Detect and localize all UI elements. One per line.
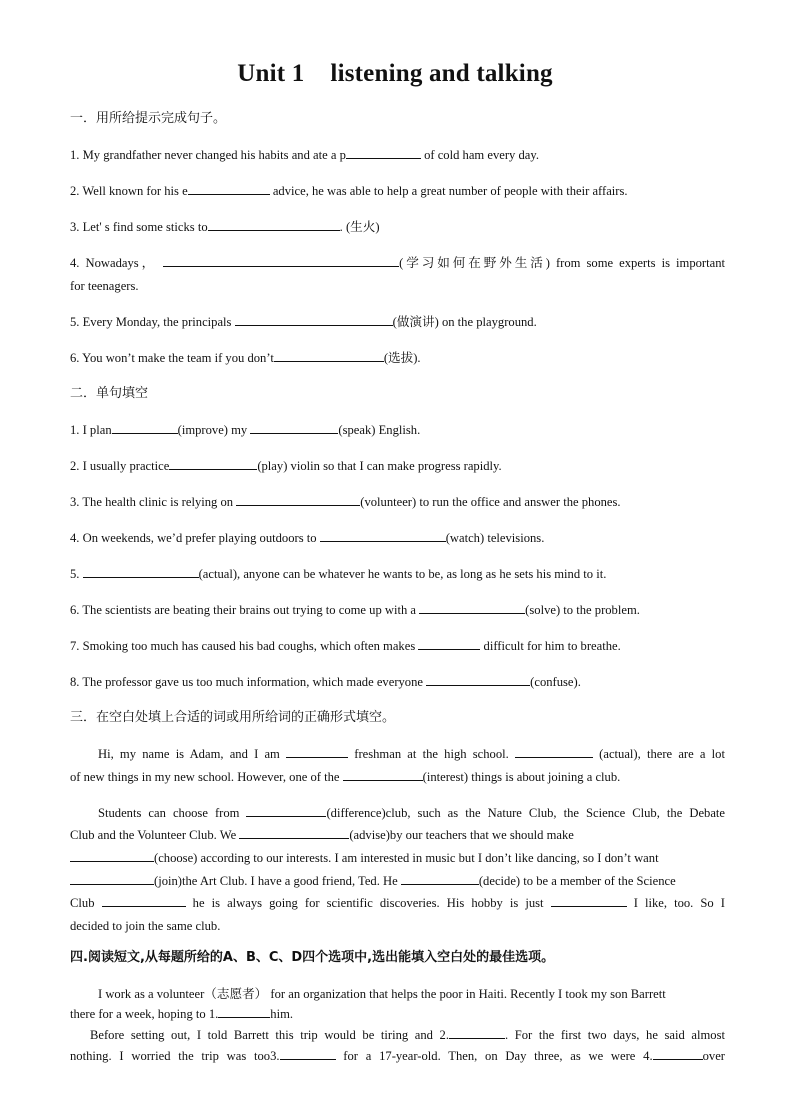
sentence-1-3: 3. Let' s find some sticks to . (生火): [70, 220, 380, 234]
blank[interactable]: [236, 493, 360, 506]
reading-line: there for a week, hoping to 1. him.: [70, 1007, 294, 1021]
passage-line: of new things in my new school. However, one of the (interest) things is about joining a club.: [70, 770, 621, 784]
question-2-3: 3. The health clinic is relying on (volunteer) to run the office and answer the phones.: [70, 495, 621, 509]
blank[interactable]: [235, 313, 393, 326]
blank[interactable]: [653, 1047, 703, 1060]
passage-line: decided to join the same club.: [70, 919, 221, 933]
section-2-heading: 二．单句填空: [70, 386, 149, 401]
blank[interactable]: [343, 768, 423, 781]
blank[interactable]: [346, 146, 421, 159]
question-2-5: 5. (actual), anyone can be whatever he wants to be, as long as he sets his mind to it.: [70, 567, 607, 581]
blank[interactable]: [286, 745, 348, 758]
question-2-6: 6. The scientists are beating their brains out trying to come up with a (solve) to the problem.: [70, 603, 640, 617]
title-topic: listening and talking: [330, 60, 553, 87]
sentence-1-1: 1. My grandfather never changed his habits and ate a p of cold ham every day.: [70, 148, 540, 162]
blank[interactable]: [515, 745, 593, 758]
blank[interactable]: [426, 673, 530, 686]
reading-line: nothing. I worried the trip was too3. for a 17-year-old. Then, on Day three, as we were 4. over: [70, 1049, 725, 1063]
blank[interactable]: [239, 826, 349, 839]
blank[interactable]: [551, 894, 627, 907]
sentence-1-4-cont: for teenagers.: [70, 279, 139, 293]
title-unit: Unit 1: [237, 60, 305, 87]
blank[interactable]: [280, 1047, 336, 1060]
blank[interactable]: [70, 849, 154, 862]
passage-line: (choose) according to our interests. I am interested in music but I don’t like dancing, so I don’t want: [70, 849, 725, 867]
passage-line: Club he is always going for scientific discoveries. His hobby is just I like, too. So I: [70, 896, 725, 910]
blank[interactable]: [188, 182, 270, 195]
section-3-heading: 三．在空白处填上合适的词或用所给词的正确形式填空。: [70, 710, 396, 725]
blank[interactable]: [449, 1026, 505, 1039]
sentence-1-4: 4. Nowadays， (学习如何在野外生活) from some experts is important: [70, 256, 725, 270]
blank[interactable]: [83, 565, 199, 578]
sentence-1-5: 5. Every Monday, the principals (做演讲) on the playground.: [70, 315, 537, 329]
blank[interactable]: [163, 254, 399, 267]
passage-line: (join)the Art Club. I have a good friend, Ted. He (decide) to be a member of the Science: [70, 872, 725, 890]
sentence-1-6: 6. You won’t make the team if you don’t (选拔).: [70, 351, 421, 365]
question-2-7: 7. Smoking too much has caused his bad coughs, which often makes difficult for him to breathe.: [70, 639, 621, 653]
passage-line: Club and the Volunteer Club. We (advise)by our teachers that we should make: [70, 828, 574, 842]
question-2-4: 4. On weekends, we’d prefer playing outdoors to (watch) televisions.: [70, 531, 545, 545]
blank[interactable]: [419, 601, 525, 614]
blank[interactable]: [418, 637, 480, 650]
section-4-heading: 四.阅读短文,从每题所给的A、B、C、D四个选项中,选出能填入空白处的最佳选项。: [70, 950, 555, 965]
blank[interactable]: [70, 872, 154, 885]
question-2-1: 1. I plan (improve) my (speak) English.: [70, 423, 421, 437]
blank[interactable]: [169, 457, 257, 470]
section-1-heading: 一．用所给提示完成句子。: [70, 111, 227, 126]
blank[interactable]: [246, 804, 326, 817]
reading-line: Before setting out, I told Barrett this trip would be tiring and 2. . For the first two days, he said almost: [90, 1028, 725, 1042]
blank[interactable]: [320, 529, 446, 542]
page-title: [0, 60, 790, 88]
reading-line: I work as a volunteer（志愿者） for an organization that helps the poor in Haiti. Recently I took my son Barrett: [98, 987, 666, 1001]
passage-line: Hi, my name is Adam, and I am freshman at the high school. (actual), there are a lot: [98, 747, 725, 761]
sentence-1-2: 2. Well known for his e advice, he was able to help a great number of people with their affairs.: [70, 184, 628, 198]
blank[interactable]: [218, 1005, 270, 1018]
blank[interactable]: [208, 218, 340, 231]
passage-line: Students can choose from (difference)club, such as the Nature Club, the Science Club, the Debate: [98, 806, 726, 820]
blank[interactable]: [401, 872, 479, 885]
blank[interactable]: [112, 421, 178, 434]
question-2-8: 8. The professor gave us too much information, which made everyone (confuse).: [70, 675, 581, 689]
blank[interactable]: [102, 894, 186, 907]
question-2-2: 2. I usually practice (play) violin so that I can make progress rapidly.: [70, 459, 502, 473]
blank[interactable]: [274, 349, 384, 362]
blank[interactable]: [250, 421, 338, 434]
